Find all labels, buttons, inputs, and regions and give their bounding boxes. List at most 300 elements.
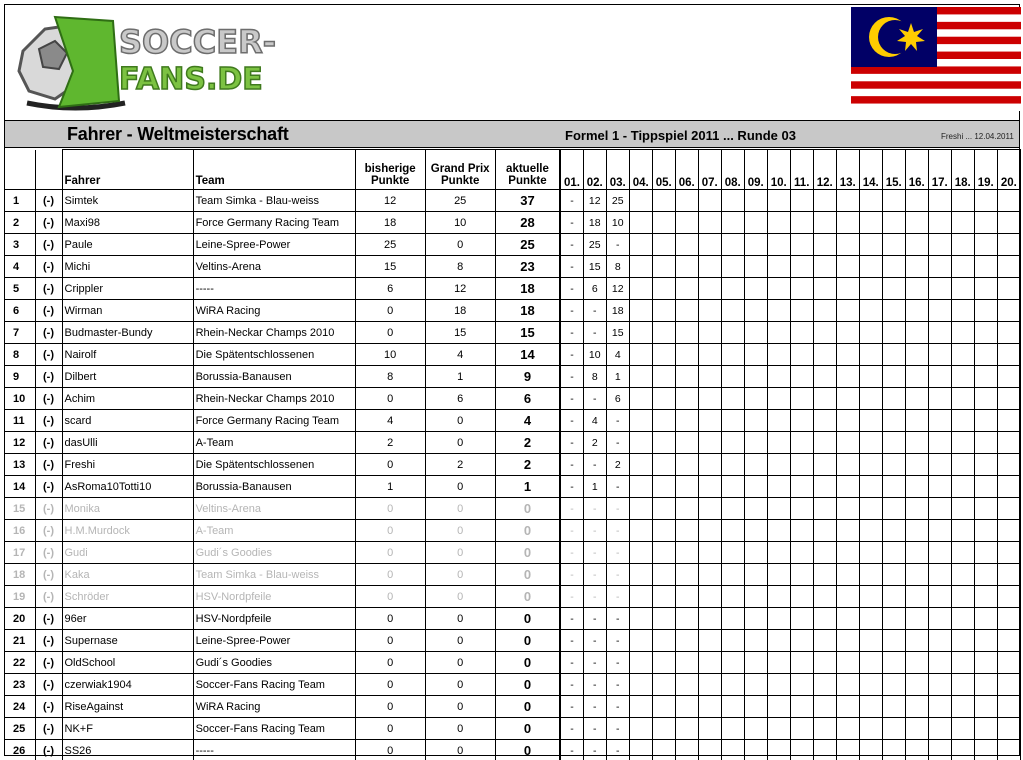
- round-cell: -: [560, 190, 583, 212]
- round-cell: [790, 432, 813, 454]
- round-cell: [675, 410, 698, 432]
- round-cell: [974, 476, 997, 498]
- round-cell: [744, 344, 767, 366]
- round-cell: [813, 476, 836, 498]
- round-cell: [951, 608, 974, 630]
- round-cell: [652, 696, 675, 718]
- round-cell: [882, 718, 905, 740]
- round-cell: -: [560, 300, 583, 322]
- round-cell: [790, 278, 813, 300]
- round-cell: [675, 476, 698, 498]
- round-cell: [813, 322, 836, 344]
- round-cell: [974, 608, 997, 630]
- change-cell: (-): [35, 300, 62, 322]
- round-cell: [767, 586, 790, 608]
- round-cell: [652, 718, 675, 740]
- round-cell: [928, 410, 951, 432]
- name-cell: Dilbert: [62, 366, 193, 388]
- table-header-row: [5, 150, 1021, 190]
- round-cell: [744, 586, 767, 608]
- header-round-8: 08.: [721, 150, 744, 190]
- team-cell: -----: [193, 278, 355, 300]
- round-cell: [652, 366, 675, 388]
- round-cell: [767, 388, 790, 410]
- header-name: Fahrer: [62, 150, 193, 190]
- round-cell: [997, 718, 1020, 740]
- round-cell: 1: [606, 366, 629, 388]
- total-points-cell: 6: [495, 388, 560, 410]
- round-cell: [698, 300, 721, 322]
- name-cell: Kaka: [62, 564, 193, 586]
- rank-cell: 1: [5, 190, 35, 212]
- round-cell: [859, 674, 882, 696]
- rank-cell: 8: [5, 344, 35, 366]
- round-cell: [974, 322, 997, 344]
- round-cell: [744, 322, 767, 344]
- gp-points-cell: 0: [425, 586, 495, 608]
- prev-points-cell: 0: [355, 630, 425, 652]
- table-row: [5, 740, 1021, 760]
- round-cell: [744, 212, 767, 234]
- round-cell: [629, 520, 652, 542]
- round-cell: [744, 410, 767, 432]
- round-cell: [767, 520, 790, 542]
- round-cell: [790, 520, 813, 542]
- change-cell: (-): [35, 322, 62, 344]
- round-cell: [813, 740, 836, 760]
- round-cell: [813, 520, 836, 542]
- round-cell: [652, 564, 675, 586]
- round-cell: [813, 344, 836, 366]
- round-cell: [905, 718, 928, 740]
- round-cell: [859, 344, 882, 366]
- round-cell: -: [583, 586, 606, 608]
- header-total-points: aktuelle Punkte: [495, 150, 560, 190]
- name-cell: czerwiak1904: [62, 674, 193, 696]
- round-cell: -: [560, 432, 583, 454]
- round-cell: [790, 564, 813, 586]
- round-cell: [928, 652, 951, 674]
- round-cell: [675, 498, 698, 520]
- round-cell: [997, 410, 1020, 432]
- round-cell: -: [606, 740, 629, 760]
- round-cell: -: [606, 652, 629, 674]
- prev-points-cell: 0: [355, 608, 425, 630]
- round-cell: [882, 234, 905, 256]
- gp-points-cell: 0: [425, 608, 495, 630]
- round-cell: [675, 630, 698, 652]
- round-cell: -: [560, 476, 583, 498]
- round-cell: [859, 234, 882, 256]
- round-cell: [790, 322, 813, 344]
- round-cell: [652, 674, 675, 696]
- round-cell: [882, 190, 905, 212]
- round-cell: [905, 476, 928, 498]
- round-cell: [859, 740, 882, 760]
- round-cell: [836, 322, 859, 344]
- round-cell: [698, 322, 721, 344]
- header-round-20: 20.: [997, 150, 1020, 190]
- round-cell: [744, 234, 767, 256]
- round-cell: 10: [583, 344, 606, 366]
- team-cell: A-Team: [193, 520, 355, 542]
- round-cell: [813, 630, 836, 652]
- name-cell: Achim: [62, 388, 193, 410]
- round-cell: -: [583, 388, 606, 410]
- gp-points-cell: 18: [425, 300, 495, 322]
- total-points-cell: 0: [495, 696, 560, 718]
- round-cell: -: [583, 520, 606, 542]
- round-cell: [721, 520, 744, 542]
- round-cell: [928, 740, 951, 760]
- round-cell: [675, 542, 698, 564]
- team-cell: Die Spätentschlossenen: [193, 454, 355, 476]
- round-cell: [951, 652, 974, 674]
- round-cell: [744, 674, 767, 696]
- table-row: [5, 520, 1021, 542]
- round-cell: [744, 718, 767, 740]
- round-cell: [721, 498, 744, 520]
- round-cell: [675, 344, 698, 366]
- round-cell: [951, 410, 974, 432]
- round-cell: [951, 542, 974, 564]
- round-cell: [652, 608, 675, 630]
- round-cell: [928, 630, 951, 652]
- round-cell: [675, 652, 698, 674]
- name-cell: Crippler: [62, 278, 193, 300]
- change-cell: (-): [35, 696, 62, 718]
- round-cell: -: [583, 630, 606, 652]
- total-points-cell: 0: [495, 652, 560, 674]
- round-cell: [767, 696, 790, 718]
- round-cell: [675, 564, 698, 586]
- round-cell: [951, 322, 974, 344]
- round-cell: 12: [606, 278, 629, 300]
- team-cell: WiRA Racing: [193, 696, 355, 718]
- round-cell: [836, 190, 859, 212]
- round-cell: [790, 454, 813, 476]
- round-cell: [859, 542, 882, 564]
- round-cell: [767, 190, 790, 212]
- change-cell: (-): [35, 454, 62, 476]
- prev-points-cell: 1: [355, 476, 425, 498]
- round-cell: [951, 476, 974, 498]
- rank-cell: 18: [5, 564, 35, 586]
- round-cell: [675, 454, 698, 476]
- name-cell: H.M.Murdock: [62, 520, 193, 542]
- round-cell: -: [606, 234, 629, 256]
- header-round-19: 19.: [974, 150, 997, 190]
- round-cell: [721, 256, 744, 278]
- name-cell: Freshi: [62, 454, 193, 476]
- name-cell: Maxi98: [62, 212, 193, 234]
- change-cell: (-): [35, 630, 62, 652]
- round-cell: [629, 322, 652, 344]
- total-points-cell: 14: [495, 344, 560, 366]
- change-cell: (-): [35, 476, 62, 498]
- rank-cell: 16: [5, 520, 35, 542]
- team-cell: Team Simka - Blau-weiss: [193, 190, 355, 212]
- round-cell: [997, 278, 1020, 300]
- round-cell: [882, 520, 905, 542]
- rank-cell: 14: [5, 476, 35, 498]
- team-cell: Borussia-Banausen: [193, 366, 355, 388]
- round-cell: -: [560, 454, 583, 476]
- name-cell: Michi: [62, 256, 193, 278]
- header-round-3: 03.: [606, 150, 629, 190]
- header-team: Team: [193, 150, 355, 190]
- round-cell: -: [560, 322, 583, 344]
- round-cell: [652, 212, 675, 234]
- round-cell: [974, 652, 997, 674]
- round-cell: [928, 586, 951, 608]
- round-cell: [675, 300, 698, 322]
- team-cell: WiRA Racing: [193, 300, 355, 322]
- round-cell: [721, 608, 744, 630]
- round-cell: [905, 740, 928, 760]
- round-cell: [928, 256, 951, 278]
- round-cell: [629, 256, 652, 278]
- round-cell: [813, 608, 836, 630]
- round-cell: [997, 498, 1020, 520]
- round-cell: [652, 454, 675, 476]
- round-cell: [905, 212, 928, 234]
- round-cell: [629, 300, 652, 322]
- team-cell: Veltins-Arena: [193, 498, 355, 520]
- round-cell: [790, 366, 813, 388]
- round-cell: [790, 388, 813, 410]
- round-cell: [997, 740, 1020, 760]
- total-points-cell: 0: [495, 608, 560, 630]
- header-round-11: 11.: [790, 150, 813, 190]
- round-cell: [652, 740, 675, 760]
- round-cell: [905, 278, 928, 300]
- round-cell: [882, 432, 905, 454]
- round-cell: [928, 608, 951, 630]
- prev-points-cell: 0: [355, 564, 425, 586]
- round-cell: [836, 454, 859, 476]
- round-cell: [767, 674, 790, 696]
- change-cell: (-): [35, 608, 62, 630]
- header-prev-points: bisherige Punkte: [355, 150, 425, 190]
- round-cell: -: [560, 256, 583, 278]
- prev-points-cell: 0: [355, 718, 425, 740]
- name-cell: SS26: [62, 740, 193, 760]
- round-cell: [997, 454, 1020, 476]
- round-cell: [951, 564, 974, 586]
- rank-cell: 24: [5, 696, 35, 718]
- table-row: [5, 542, 1021, 564]
- round-cell: [997, 432, 1020, 454]
- round-cell: [974, 740, 997, 760]
- prev-points-cell: 0: [355, 300, 425, 322]
- round-cell: [836, 586, 859, 608]
- round-cell: [882, 564, 905, 586]
- table-row: [5, 718, 1021, 740]
- round-cell: [675, 586, 698, 608]
- round-cell: [974, 256, 997, 278]
- round-cell: [928, 696, 951, 718]
- round-cell: [721, 388, 744, 410]
- round-cell: [744, 190, 767, 212]
- round-cell: [928, 498, 951, 520]
- rank-cell: 22: [5, 652, 35, 674]
- round-cell: [813, 256, 836, 278]
- round-cell: 8: [583, 366, 606, 388]
- header-round-15: 15.: [882, 150, 905, 190]
- round-cell: [629, 542, 652, 564]
- total-points-cell: 2: [495, 432, 560, 454]
- round-cell: [767, 564, 790, 586]
- header-round-10: 10.: [767, 150, 790, 190]
- round-cell: [882, 212, 905, 234]
- round-cell: [652, 520, 675, 542]
- prev-points-cell: 0: [355, 322, 425, 344]
- round-cell: [836, 388, 859, 410]
- round-cell: [836, 498, 859, 520]
- round-cell: [859, 696, 882, 718]
- round-cell: [836, 696, 859, 718]
- change-cell: (-): [35, 718, 62, 740]
- round-cell: [813, 542, 836, 564]
- round-cell: [790, 410, 813, 432]
- team-cell: Gudi´s Goodies: [193, 542, 355, 564]
- round-cell: [721, 652, 744, 674]
- rank-cell: 13: [5, 454, 35, 476]
- round-cell: [629, 652, 652, 674]
- change-cell: (-): [35, 278, 62, 300]
- header-round-2: 02.: [583, 150, 606, 190]
- round-cell: [790, 498, 813, 520]
- round-cell: [882, 674, 905, 696]
- table-row: [5, 432, 1021, 454]
- rank-cell: 9: [5, 366, 35, 388]
- round-cell: [698, 410, 721, 432]
- round-cell: [997, 234, 1020, 256]
- round-cell: -: [606, 498, 629, 520]
- round-cell: [859, 520, 882, 542]
- gp-points-cell: 6: [425, 388, 495, 410]
- round-cell: [905, 432, 928, 454]
- total-points-cell: 0: [495, 674, 560, 696]
- prev-points-cell: 25: [355, 234, 425, 256]
- prev-points-cell: 0: [355, 674, 425, 696]
- round-cell: [905, 696, 928, 718]
- total-points-cell: 0: [495, 542, 560, 564]
- total-points-cell: 4: [495, 410, 560, 432]
- team-cell: Rhein-Neckar Champs 2010: [193, 322, 355, 344]
- round-cell: [859, 366, 882, 388]
- round-cell: [882, 388, 905, 410]
- rank-cell: 6: [5, 300, 35, 322]
- gp-points-cell: 0: [425, 652, 495, 674]
- round-cell: [675, 432, 698, 454]
- round-cell: [859, 278, 882, 300]
- round-cell: [721, 586, 744, 608]
- round-cell: [859, 322, 882, 344]
- round-cell: -: [560, 344, 583, 366]
- round-cell: [997, 674, 1020, 696]
- round-cell: [721, 740, 744, 760]
- round-cell: [951, 300, 974, 322]
- round-cell: -: [583, 718, 606, 740]
- round-cell: [951, 366, 974, 388]
- round-cell: [928, 190, 951, 212]
- round-cell: [882, 278, 905, 300]
- round-cell: -: [583, 696, 606, 718]
- round-cell: [859, 454, 882, 476]
- gp-points-cell: 1: [425, 366, 495, 388]
- round-cell: [675, 696, 698, 718]
- round-cell: [997, 652, 1020, 674]
- round-cell: [928, 234, 951, 256]
- total-points-cell: 0: [495, 718, 560, 740]
- round-cell: 2: [583, 432, 606, 454]
- name-cell: Paule: [62, 234, 193, 256]
- round-cell: [698, 476, 721, 498]
- svg-text:FANS.DE: FANS.DE: [119, 62, 263, 97]
- prev-points-cell: 0: [355, 696, 425, 718]
- round-cell: [744, 278, 767, 300]
- round-cell: [790, 190, 813, 212]
- round-cell: [905, 410, 928, 432]
- round-cell: [859, 300, 882, 322]
- round-cell: [790, 740, 813, 760]
- prev-points-cell: 18: [355, 212, 425, 234]
- round-cell: [629, 278, 652, 300]
- round-cell: [698, 344, 721, 366]
- round-cell: [629, 586, 652, 608]
- round-cell: [813, 652, 836, 674]
- round-cell: 6: [583, 278, 606, 300]
- round-cell: [675, 212, 698, 234]
- table-row: [5, 630, 1021, 652]
- name-cell: Monika: [62, 498, 193, 520]
- round-cell: [928, 454, 951, 476]
- round-cell: [859, 190, 882, 212]
- round-cell: [813, 674, 836, 696]
- round-cell: [652, 234, 675, 256]
- round-cell: [675, 190, 698, 212]
- round-cell: [790, 718, 813, 740]
- round-cell: -: [583, 300, 606, 322]
- round-cell: 6: [606, 388, 629, 410]
- round-cell: [928, 344, 951, 366]
- round-cell: [951, 432, 974, 454]
- malaysia-flag-icon: [851, 7, 1021, 111]
- round-cell: [836, 234, 859, 256]
- round-cell: [698, 740, 721, 760]
- round-cell: 15: [606, 322, 629, 344]
- round-cell: [790, 608, 813, 630]
- round-cell: [721, 410, 744, 432]
- round-cell: [629, 476, 652, 498]
- round-cell: -: [583, 542, 606, 564]
- name-cell: Wirman: [62, 300, 193, 322]
- round-cell: [767, 300, 790, 322]
- round-cell: [790, 300, 813, 322]
- round-cell: [767, 630, 790, 652]
- round-cell: [836, 278, 859, 300]
- rank-cell: 5: [5, 278, 35, 300]
- round-cell: [859, 586, 882, 608]
- team-cell: Veltins-Arena: [193, 256, 355, 278]
- name-cell: 96er: [62, 608, 193, 630]
- round-cell: -: [583, 322, 606, 344]
- round-cell: [813, 718, 836, 740]
- table-row: [5, 410, 1021, 432]
- round-cell: [629, 718, 652, 740]
